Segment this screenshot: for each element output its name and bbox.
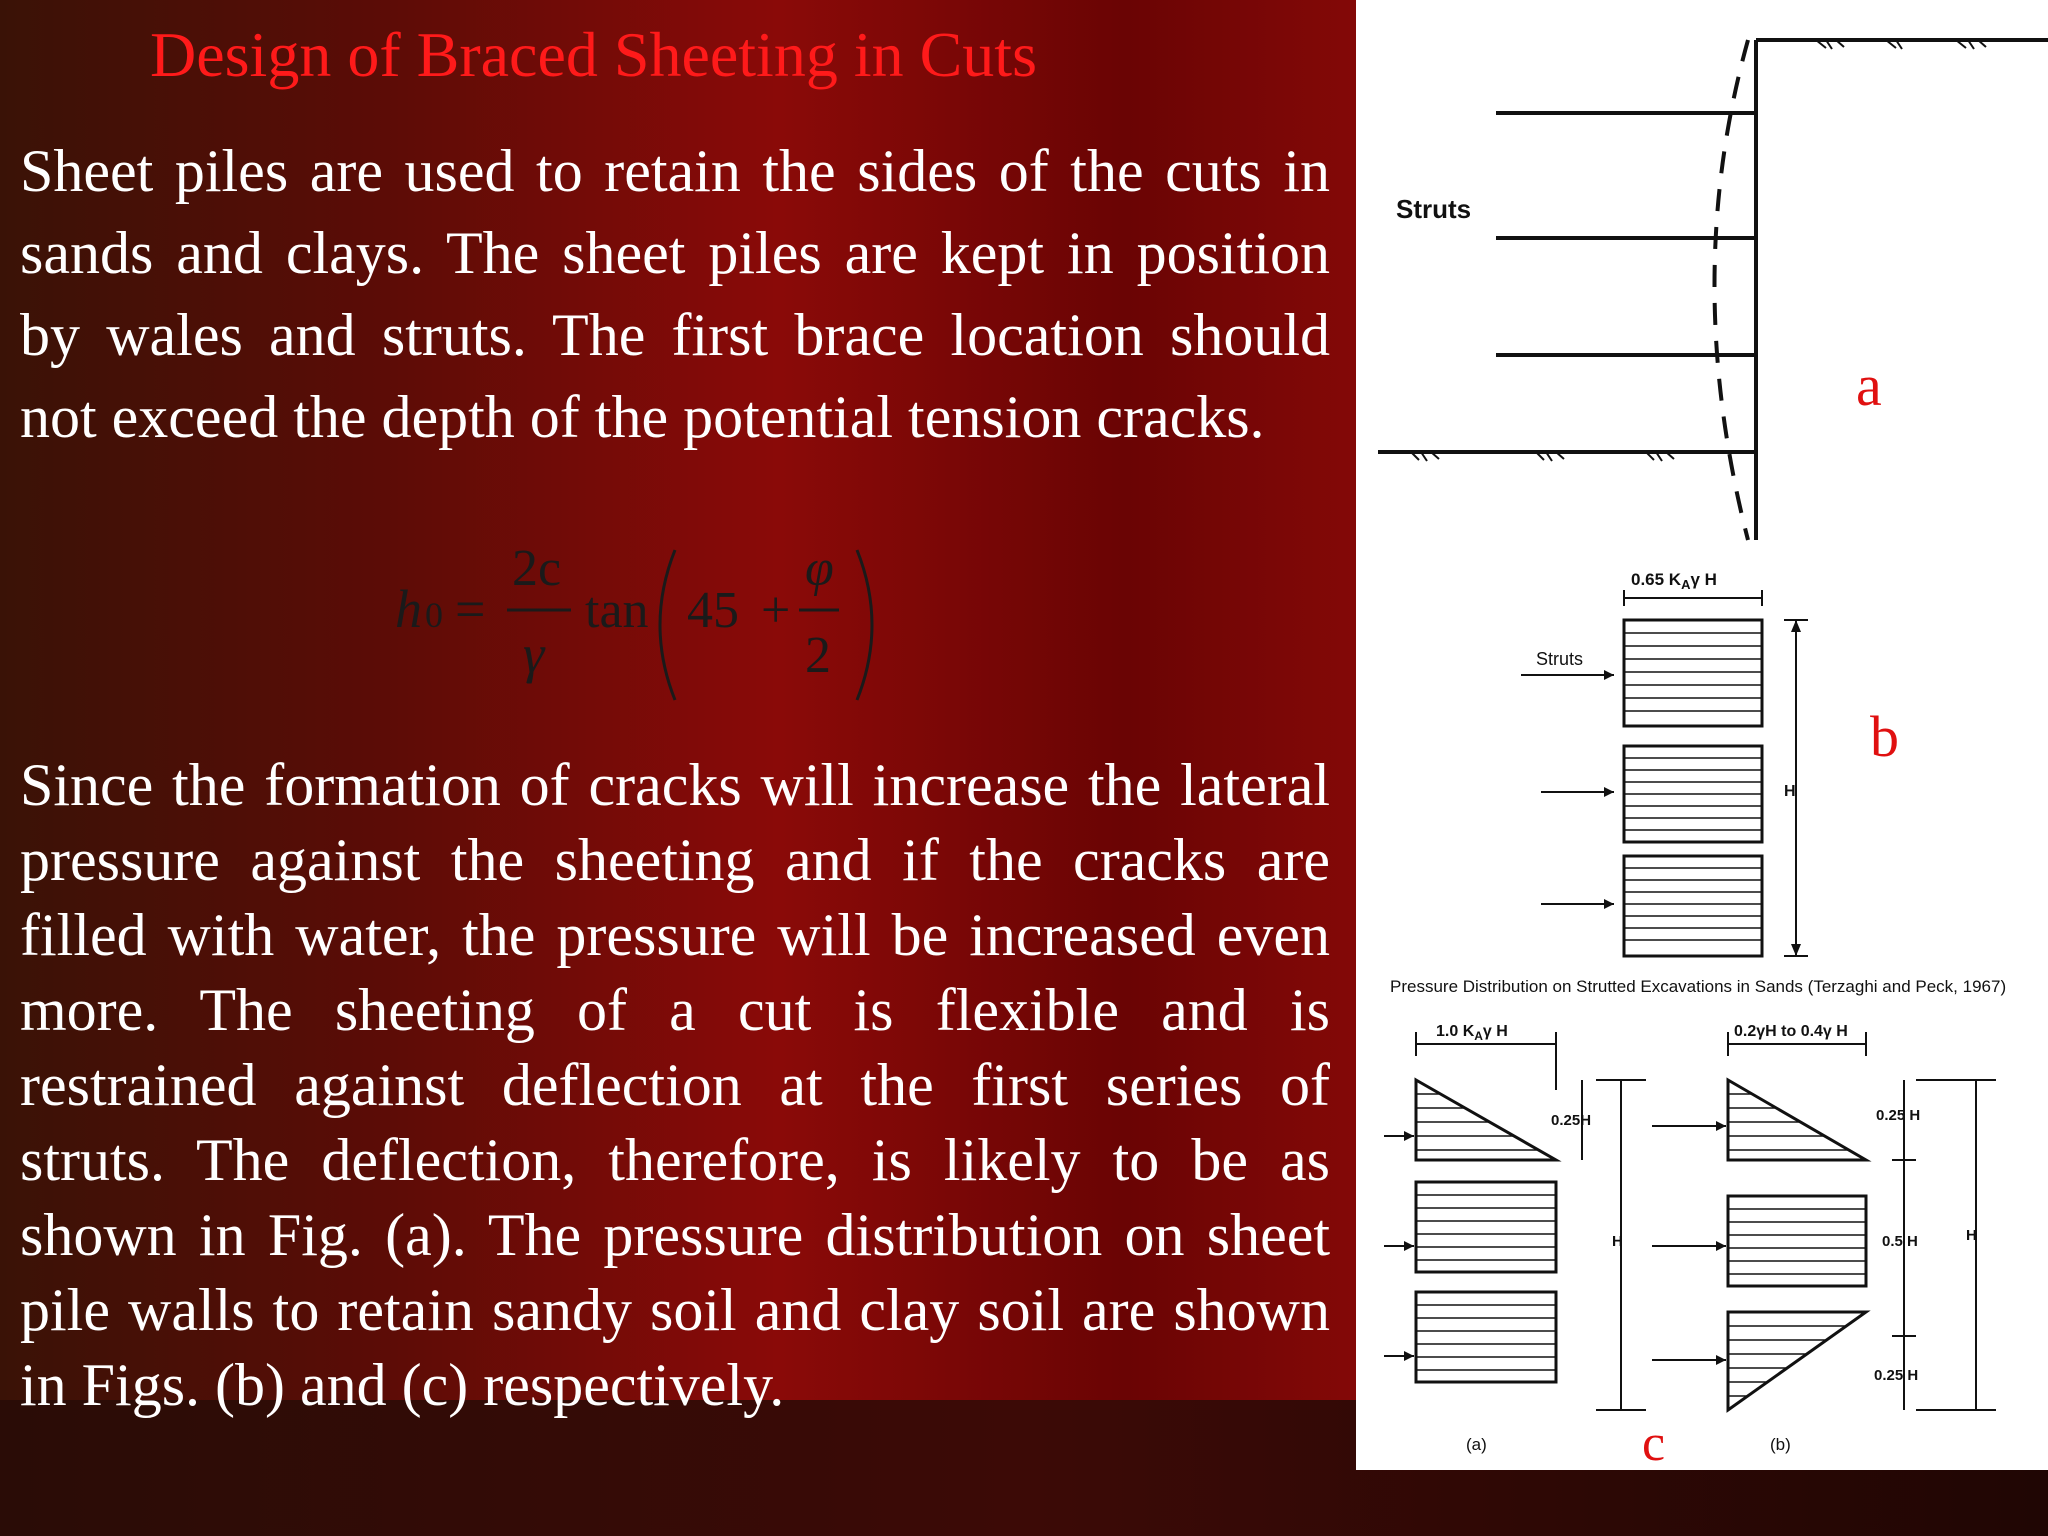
figure-b-struts-label: Struts: [1536, 649, 1584, 669]
formula-equals: =: [455, 579, 486, 639]
figures-svg: [1356, 0, 2048, 1470]
c-left-top-label: 1.0 $K_A\gamma$ H: [1436, 1023, 1508, 1043]
c-right-05-label: 0.5 H: [1882, 1233, 1918, 1250]
figure-b-top-label: 0.65 $K_A\gamma$ H: [1631, 570, 1717, 592]
formula-left-paren: [660, 550, 675, 700]
formula-lhs: h: [395, 579, 422, 639]
formula-two: 2: [805, 627, 831, 684]
c-right-025b-label: 0.25 H: [1874, 1367, 1919, 1384]
formula-phi: φ: [805, 540, 834, 597]
c-right-caption: (b): [1770, 1435, 1791, 1454]
figure-b-height-label: H: [1784, 783, 1796, 800]
formula-subscript: 0: [425, 595, 443, 635]
c-right-025a-label: 0.25 H: [1876, 1107, 1921, 1124]
figure-bc-background: [1356, 555, 2048, 1470]
formula-numerator: 2c: [512, 540, 562, 597]
formula-right-paren: [857, 550, 872, 700]
tension-crack-depth-formula: [395, 540, 915, 710]
c-left-025-label: 0.25H: [1551, 1112, 1592, 1129]
figure-a-letter: a: [1856, 353, 1882, 418]
c-right-top-label: 0.2γH to 0.4γ H: [1734, 1023, 1848, 1040]
c-right-H-label: H: [1966, 1227, 1977, 1244]
figure-c-letter: c: [1642, 1415, 1666, 1470]
paragraph-sheet-piles: Sheet piles are used to retain the sides of the cuts in sands and clays. The sheet piles are kept in position by wales and struts. The first brace location should not exceed the depth of the potential tension cracks.: [20, 138, 1330, 450]
paragraph-deflection: Since the formation of cracks will increase the lateral pressure against the sheeting and if the cracks are filled with water, the pressure will be increased even more. The sheeting of a cut is flexible and is restrained against deflection at the first series of struts. The deflection, therefore, is likely to be as shown in Fig. (a). The pressure distribution on sheet pile walls to retain sandy soil and clay soil are shown in Figs. (b) and (c) respectively.: [20, 752, 1330, 1418]
figure-b-letter: b: [1870, 704, 1899, 769]
figure-a-background: [1356, 0, 2048, 555]
figure-a-struts-label: Struts: [1396, 194, 1472, 224]
c-left-caption: (a): [1466, 1435, 1487, 1454]
formula-angle: 45: [687, 582, 739, 639]
figure-caption: Pressure Distribution on Strutted Excavations in Sands (Terzaghi and Peck, 1967): [1390, 977, 2007, 996]
figure-panel: [1356, 0, 2048, 1470]
formula-plus: +: [761, 582, 791, 639]
formula-tan: tan: [585, 582, 649, 639]
formula-denominator: γ: [523, 624, 545, 684]
c-left-H-label: H: [1612, 1233, 1623, 1250]
slide-title: Design of Braced Sheeting in Cuts: [150, 19, 1037, 90]
